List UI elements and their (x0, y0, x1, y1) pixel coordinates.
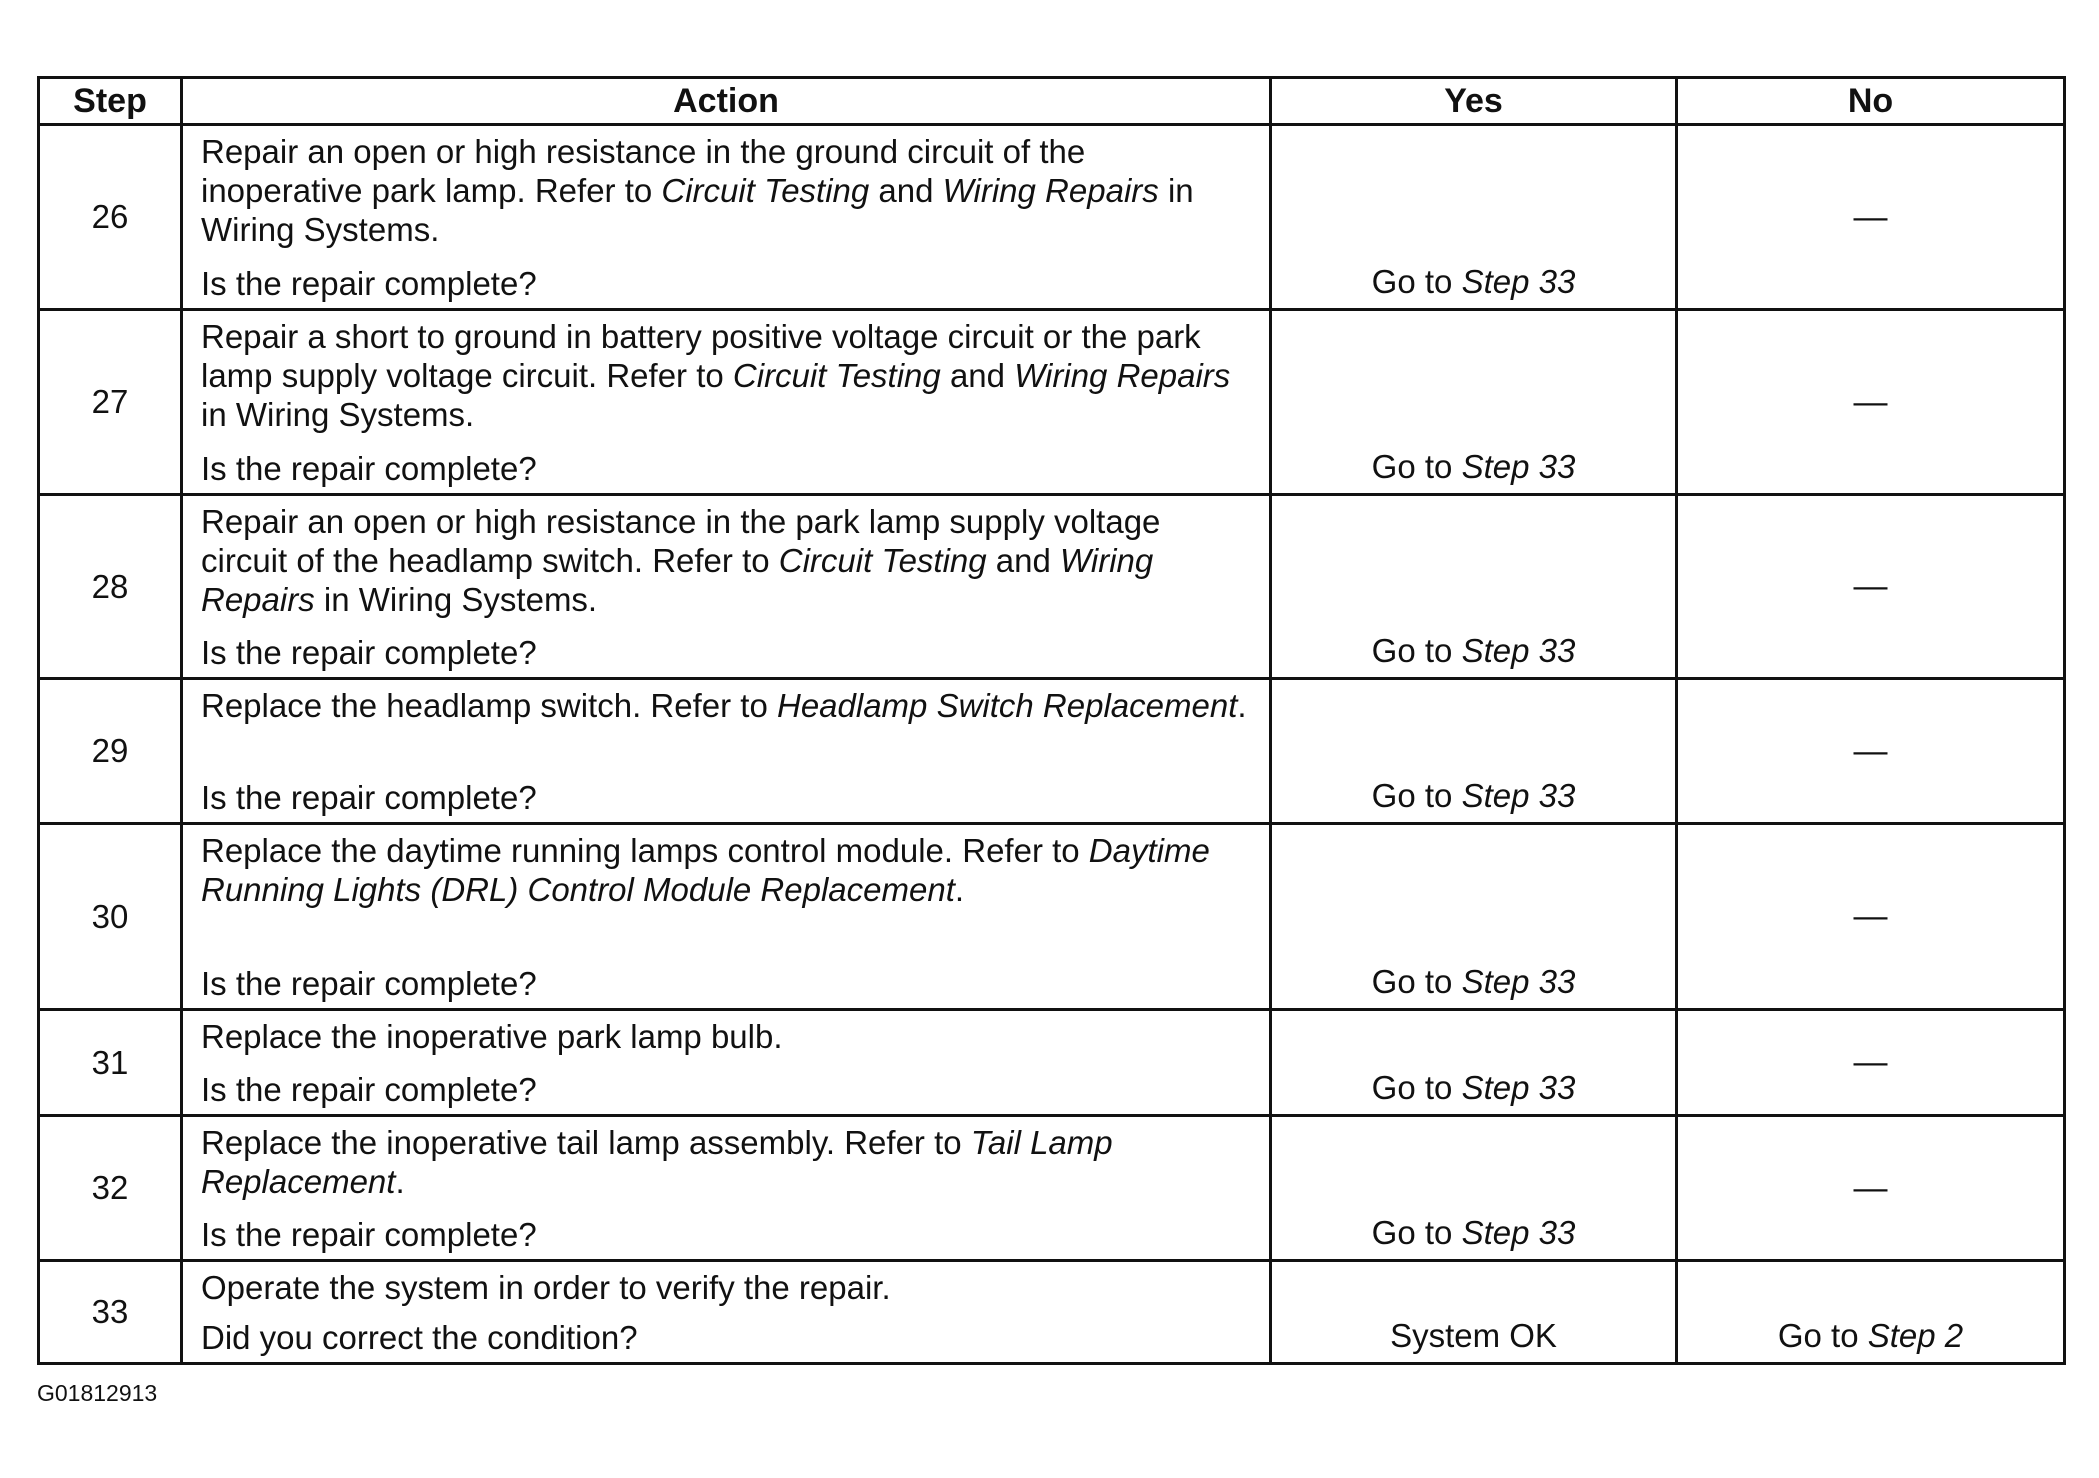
action-question: Is the repair complete? (201, 634, 537, 671)
action-text-span: in Wiring Systems. (314, 581, 598, 618)
no-dash: — (1853, 382, 1888, 421)
action-text (201, 502, 1255, 627)
action-question: Is the repair complete? (201, 1071, 537, 1108)
action-text (201, 1268, 1255, 1312)
yes-cell (1271, 310, 1677, 495)
step-number: 31 (39, 1010, 182, 1116)
reference-link-text: Headlamp Switch Replacement (776, 687, 1238, 724)
no-cell (1677, 310, 2065, 495)
table-row (39, 679, 2065, 824)
header-row (39, 78, 2065, 125)
header-step: Step (39, 78, 182, 125)
reference-link-text: Circuit Testing (778, 542, 987, 579)
no-dash: — (1853, 197, 1888, 236)
action-text (201, 831, 1255, 958)
yes-cell (1271, 125, 1677, 310)
action-cell (182, 824, 1271, 1010)
action-text-span: . (1237, 687, 1247, 724)
action-text-span: Replace the inoperative tail lamp assembly. Refer to (201, 1124, 971, 1161)
table-row (39, 1261, 2065, 1364)
step-number: 28 (39, 495, 182, 679)
action-text-span: Operate the system in order to verify the repair. (201, 1269, 891, 1306)
no-cell (1677, 1010, 2065, 1116)
yes-text: Step 33 (1461, 1069, 1576, 1106)
action-cell (182, 125, 1271, 310)
step-number: 30 (39, 824, 182, 1010)
action-question: Is the repair complete? (201, 779, 537, 816)
no-cell (1677, 495, 2065, 679)
step-number: 27 (39, 310, 182, 495)
yes-cell (1271, 1010, 1677, 1116)
action-text-span: and (940, 357, 1015, 394)
no-cell (1677, 1116, 2065, 1261)
yes-text: Step 33 (1461, 632, 1576, 669)
action-text-span: . (395, 1163, 405, 1200)
no-dash: — (1853, 1043, 1888, 1081)
yes-cell (1271, 1261, 1677, 1364)
action-text-span: Replace the inoperative park lamp bulb. (201, 1018, 783, 1055)
no-cell (1677, 679, 2065, 824)
action-cell (182, 679, 1271, 824)
reference-link-text: Wiring Repairs (1014, 357, 1231, 394)
action-cell (182, 1116, 1271, 1261)
action-text (201, 1123, 1255, 1209)
figure-id: G01812913 (37, 1380, 158, 1406)
yes-text: Go to (1371, 448, 1462, 485)
yes-text: Go to (1371, 1069, 1462, 1106)
action-question: Did you correct the condition? (201, 1319, 638, 1356)
yes-text: Step 33 (1461, 263, 1576, 300)
reference-link-text: Tail Lamp Replacement (201, 1124, 1113, 1200)
action-question: Is the repair complete? (201, 965, 537, 1002)
yes-cell (1271, 824, 1677, 1010)
action-question: Is the repair complete? (201, 450, 537, 487)
action-cell (182, 1010, 1271, 1116)
yes-cell (1271, 679, 1677, 824)
reference-link-text: Wiring Repairs (201, 542, 1154, 618)
action-text-span: Repair an open or high resistance in the park lamp supply voltage circuit of the headlamp switch. Refer to (201, 503, 1161, 579)
step-number: 26 (39, 125, 182, 310)
no-dash: — (1853, 567, 1888, 605)
yes-text: Go to (1371, 1214, 1462, 1251)
action-cell (182, 1261, 1271, 1364)
yes-text: System OK (1390, 1317, 1557, 1354)
no-dash: — (1853, 897, 1888, 935)
no-text: Go to (1777, 1317, 1868, 1354)
yes-text: Step 33 (1461, 963, 1576, 1000)
step-number: 29 (39, 679, 182, 824)
reference-link-text: Circuit Testing (732, 357, 941, 394)
table-row (39, 125, 2065, 310)
reference-link-text: Daytime Running Lights (DRL) Control Module Replacement (201, 832, 1210, 908)
action-text-span: and (869, 172, 943, 209)
action-text-span: in Wiring Systems. (201, 172, 1194, 248)
yes-cell (1271, 1116, 1677, 1261)
no-cell (1677, 1261, 2065, 1364)
reference-link-text: Wiring Repairs (942, 172, 1159, 209)
table-row (39, 1116, 2065, 1261)
action-text (201, 317, 1255, 443)
no-cell (1677, 125, 2065, 310)
reference-link-text: Circuit Testing (661, 172, 870, 209)
action-text-span: . (954, 871, 965, 908)
action-text-span: Replace the daytime running lamps control module. Refer to (201, 832, 1089, 869)
no-cell (1677, 824, 2065, 1010)
table-body (39, 125, 2065, 1364)
table-row (39, 1010, 2065, 1116)
yes-text: Go to (1371, 777, 1462, 814)
diagnostic-table (37, 76, 2066, 1365)
header-no: No (1677, 78, 2065, 125)
table-row (39, 310, 2065, 495)
no-dash: — (1853, 1168, 1888, 1207)
action-text (201, 686, 1255, 772)
no-text: Step 2 (1867, 1317, 1964, 1354)
action-text-span: and (986, 542, 1061, 579)
action-text (201, 1017, 1255, 1064)
yes-text: Step 33 (1461, 1214, 1576, 1251)
yes-text: Go to (1371, 963, 1462, 1000)
action-question: Is the repair complete? (201, 1216, 537, 1253)
no-dash: — (1853, 731, 1888, 770)
action-text (201, 132, 1255, 258)
table-row (39, 824, 2065, 1010)
table-row (39, 495, 2065, 679)
action-text-span: Replace the headlamp switch. Refer to (201, 687, 777, 724)
step-number: 33 (39, 1261, 182, 1364)
step-number: 32 (39, 1116, 182, 1261)
header-action: Action (182, 78, 1271, 125)
yes-text: Go to (1371, 632, 1462, 669)
action-text-span: Repair a short to ground in battery positive voltage circuit or the park lamp supply voltage circuit. Refer to (201, 318, 1201, 394)
action-cell (182, 495, 1271, 679)
action-cell (182, 310, 1271, 495)
yes-text: Step 33 (1461, 777, 1576, 814)
yes-text: Step 33 (1461, 448, 1576, 485)
header-yes: Yes (1271, 78, 1677, 125)
yes-cell (1271, 495, 1677, 679)
yes-text: Go to (1371, 263, 1462, 300)
action-text-span: in Wiring Systems. (201, 396, 475, 433)
action-text-span: Repair an open or high resistance in the ground circuit of the inoperative park lamp. Refer to (201, 133, 1086, 209)
action-question: Is the repair complete? (201, 265, 537, 302)
